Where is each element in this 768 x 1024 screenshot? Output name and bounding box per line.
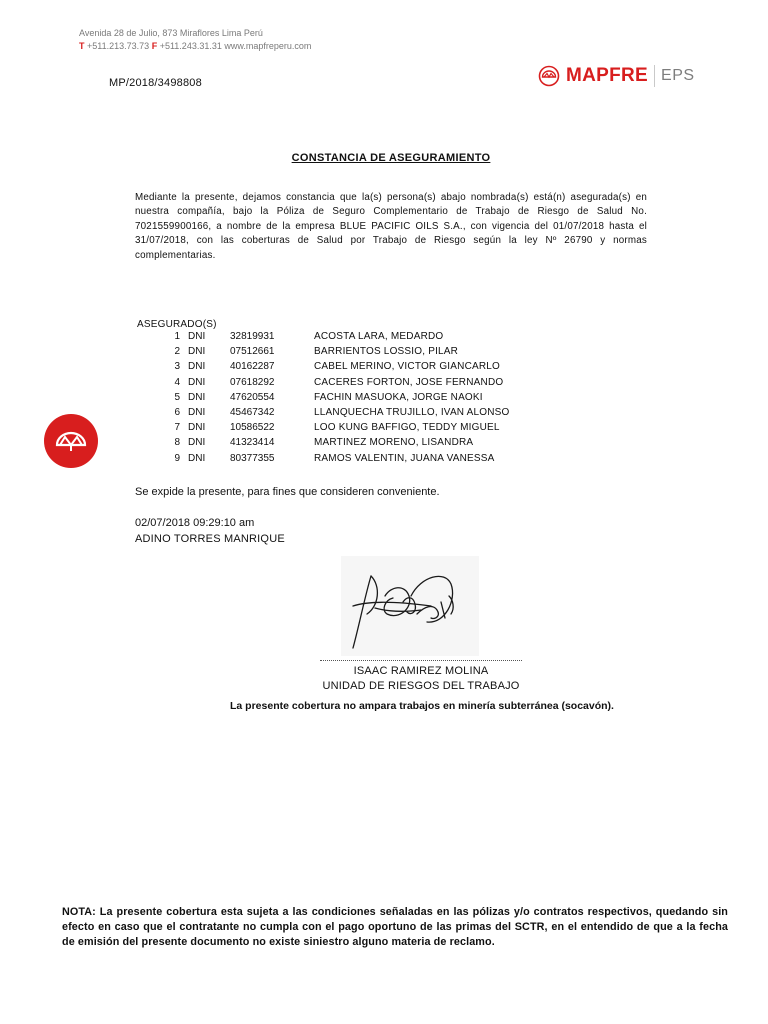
insured-doc-type: DNI: [188, 422, 206, 434]
handwritten-signature: [341, 556, 479, 656]
insured-doc-type: DNI: [188, 331, 206, 342]
insured-doc-id: 07618292: [230, 376, 275, 388]
insured-doc-id: 80377355: [230, 452, 275, 464]
insured-number: 2: [174, 346, 180, 358]
insured-name: ACOSTA LARA, MEDARDO: [314, 331, 444, 342]
insured-row: [0, 422, 768, 437]
mapfre-emblem-icon: [538, 65, 560, 87]
insured-doc-id: 40162287: [230, 361, 275, 373]
insured-number: 4: [174, 376, 180, 388]
insured-doc-id: 41323414: [230, 437, 275, 449]
signatory-name: ISAAC RAMIREZ MOLINA: [353, 665, 489, 677]
fax-number: +511.243.31.31: [159, 41, 222, 51]
insured-row: [0, 407, 768, 422]
insured-row: [0, 331, 768, 346]
insured-row: [0, 377, 768, 392]
insured-name: LOO KUNG BAFFIGO, TEDDY MIGUEL: [314, 422, 500, 434]
logo-unit: EPS: [661, 67, 695, 84]
insured-doc-type: DNI: [188, 346, 206, 358]
insured-number: 6: [174, 407, 180, 418]
issuer-name: ADINO TORRES MANRIQUE: [135, 533, 285, 545]
company-contacts: [79, 40, 311, 53]
insured-row: [0, 361, 768, 376]
insured-name: BARRIENTOS LOSSIO, PILAR: [314, 346, 459, 358]
footer-note: NOTA: La presente cobertura esta sujeta a las condiciones señaladas en las pólizas y/o contratos respectivos, quedando sin efecto en caso que el contratante no cumpla con el pago oportuno de las primas del SCTR, en el entendido de que a la fecha de emisión del presente documento no existe siniestro alguno materia de reclamo.: [62, 906, 728, 948]
logo-divider: [654, 65, 655, 87]
insured-number: 3: [174, 361, 180, 373]
mapfre-side-emblem-icon: [43, 413, 99, 469]
insured-number: 7: [174, 422, 180, 434]
phone-label: T: [79, 41, 85, 51]
fax-label: F: [151, 41, 158, 51]
insured-row: [0, 437, 768, 452]
certificate-body: Mediante la presente, dejamos constancia que la(s) persona(s) abajo nombrada(s) está(n) asegurada(s) en nuestra compañía, bajo la Póliza de Seguro Complementario de Trabajo de Riesgo de Salud No. 7021559900166, a nombre de la empresa BLUE PACIFIC OILS S.A., con vigencia del 01/07/2018 hasta el 31/07/2018, con las coberturas de Salud por Trabajo de Riesgo según la ley Nº 26790 y normas complementarias.: [135, 192, 647, 261]
insured-number: 8: [174, 437, 180, 449]
signatory-unit: UNIDAD DE RIESGOS DEL TRABAJO: [322, 680, 520, 692]
phone-number: +511.213.73.73: [87, 41, 150, 51]
insured-doc-type: DNI: [188, 452, 206, 464]
insured-doc-id: 32819931: [230, 331, 275, 342]
insured-name: FACHIN MASUOKA, JORGE NAOKI: [314, 391, 483, 403]
document-reference: MP/2018/3498808: [109, 77, 202, 89]
coverage-note: La presente cobertura no ampara trabajos en minería subterránea (socavón).: [230, 700, 614, 712]
logo-brand: MAPFRE: [566, 65, 649, 86]
website-link[interactable]: www.mapfreperu.com: [224, 41, 312, 51]
insured-number: 5: [174, 391, 180, 403]
closing-statement: Se expide la presente, para fines que consideren conveniente.: [135, 486, 440, 498]
mapfre-logo: [538, 61, 695, 91]
insured-row: [0, 453, 768, 468]
insured-doc-id: 07512661: [230, 346, 275, 358]
insured-name: CACERES FORTON, JOSE FERNANDO: [314, 376, 504, 388]
insured-doc-type: DNI: [188, 437, 206, 449]
company-address-block: [79, 27, 311, 53]
insured-row: [0, 346, 768, 361]
insured-name: CABEL MERINO, VICTOR GIANCARLO: [314, 361, 501, 373]
insured-doc-id: 10586522: [230, 422, 275, 434]
insured-doc-type: DNI: [188, 391, 206, 403]
insured-name: LLANQUECHA TRUJILLO, IVAN ALONSO: [314, 407, 510, 418]
insured-doc-id: 45467342: [230, 407, 275, 418]
insured-number: 1: [174, 331, 180, 342]
issue-datetime: 02/07/2018 09:29:10 am: [135, 517, 255, 529]
insured-doc-type: DNI: [188, 376, 206, 388]
company-address: Avenida 28 de Julio, 873 Miraflores Lima Perú: [79, 28, 263, 38]
insured-row: [0, 392, 768, 407]
signature-line: [320, 660, 522, 661]
insured-doc-id: 47620554: [230, 391, 275, 403]
insured-number: 9: [174, 452, 180, 464]
insured-name: MARTINEZ MORENO, LISANDRA: [314, 437, 474, 449]
document-title: CONSTANCIA DE ASEGURAMIENTO: [291, 152, 491, 164]
signature-image: [341, 556, 479, 656]
insured-doc-type: DNI: [188, 361, 206, 373]
insured-name: RAMOS VALENTIN, JUANA VANESSA: [314, 452, 495, 464]
insured-doc-type: DNI: [188, 407, 206, 418]
insured-header: ASEGURADO(S): [137, 319, 217, 330]
